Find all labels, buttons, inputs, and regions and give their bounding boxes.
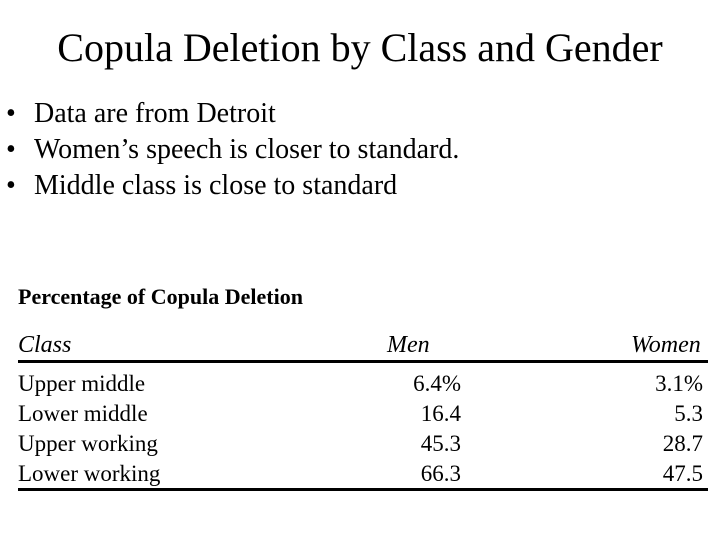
cell-men: 6.4% (413, 371, 461, 396)
bullet-list (6, 96, 459, 204)
table-row (0, 399, 720, 429)
table-title: Percentage of Copula Deletion (18, 284, 303, 309)
bullet-item (6, 132, 459, 168)
bullet-marker: • (6, 98, 16, 129)
column-header-class: Class (18, 332, 72, 358)
cell-class: Lower middle (18, 401, 148, 426)
cell-women: 28.7 (662, 431, 703, 456)
cell-class: Upper working (18, 431, 158, 456)
cell-men: 45.3 (420, 431, 461, 456)
column-header-men: Men (387, 332, 430, 358)
table-row (0, 369, 720, 399)
cell-women: 47.5 (662, 461, 703, 486)
slide-title: Copula Deletion by Class and Gender (57, 25, 663, 70)
cell-class: Lower working (18, 461, 161, 486)
bullet-marker: • (6, 170, 16, 201)
bullet-marker: • (6, 134, 16, 165)
cell-men: 16.4 (420, 401, 461, 426)
column-header-women: Women (631, 332, 701, 358)
bullet-item (6, 168, 459, 204)
table-body (0, 369, 720, 489)
bullet-text: Middle class is close to standard (34, 170, 398, 201)
table-rule-top (18, 360, 708, 363)
bullet-text: Women’s speech is closer to standard. (34, 134, 460, 165)
bullet-item (6, 96, 459, 132)
table-row (0, 429, 720, 459)
cell-women: 3.1% (655, 371, 703, 396)
bullet-text: Data are from Detroit (34, 98, 276, 129)
table-row (0, 459, 720, 489)
table-rule-bottom (18, 488, 708, 491)
cell-women: 5.3 (674, 401, 703, 426)
cell-class: Upper middle (18, 371, 146, 396)
cell-men: 66.3 (420, 461, 461, 486)
